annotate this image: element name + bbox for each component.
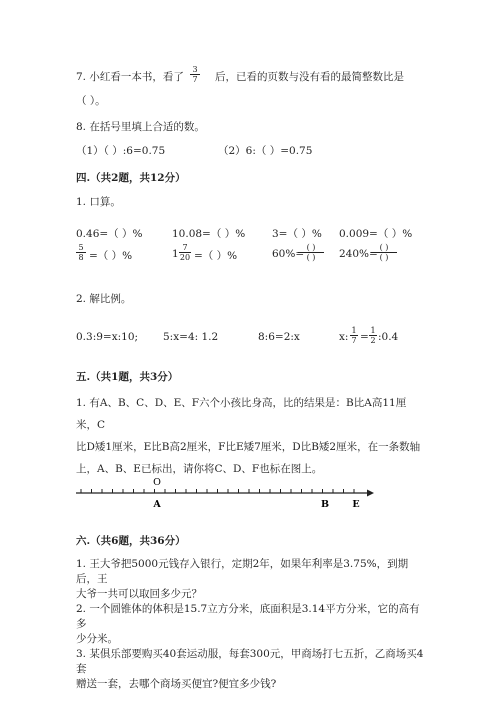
calc-r2c2-whole: 1: [172, 248, 179, 260]
q7-fraction: $\frac{3}{7}$: [190, 65, 200, 84]
problem-line: 2. 一个圆锥体的体积是15.7立方分米，底面积是3.14平方分米，它的高有多: [76, 603, 420, 630]
proportion-2: 5:x=4: 1.2: [163, 331, 219, 343]
point-b-label: B: [320, 499, 330, 510]
calc-r2c1-tail: =（ ）%: [89, 250, 133, 262]
calc-r2c3-head: 60%=: [272, 248, 305, 260]
point-a-label: A: [153, 499, 161, 510]
q8-text: 8. 在括号里填上合适的数。: [76, 121, 205, 133]
proportion-4-frac2: $\frac{1}{2}$: [370, 326, 376, 345]
height-problem: 1. 有A、B、C、D、E、F六个小孩比身高，比的结果是：B比A高11厘米，C 比D矮1厘米，E比B高2厘米，F比E矮7厘米，D比B矮2厘米，在一条数轴 上，A、B、E已标出，请你将C、D、F也标在图上。: [76, 397, 421, 475]
calc-r2c2-tail: =（ ）%: [194, 250, 238, 262]
proportion-4-eq: =: [360, 331, 369, 343]
word-problems: [76, 557, 426, 692]
proportion-title: 2. 解比例。: [76, 293, 132, 305]
proportion-4-frac1: $\frac{1}{7}$: [351, 326, 357, 345]
q8-part1: （1）（ ）:6=0.75: [76, 145, 166, 157]
calc-r1c1: 0.46=（ ）%: [76, 228, 143, 240]
proportion-3: 8:6=2:x: [258, 331, 300, 343]
origin-label: O: [153, 477, 161, 488]
point-e-label: E: [352, 499, 360, 510]
section-4-heading: 四.（共2题，共12分）: [76, 172, 186, 184]
calc-r2c4-head: 240%=: [339, 248, 378, 260]
calc-r2c4-fraction: ( ) ( ): [371, 243, 397, 262]
calc-r1c3: 3=（ ）%: [272, 228, 322, 240]
q8-part2: （2）6:（ ）=0.75: [218, 145, 313, 157]
number-line: [0, 470, 500, 515]
oral-calc-title: 1. 口算。: [76, 196, 121, 208]
problem-line: 3. 某俱乐部要购买40套运动服，每套300元，甲商场打七五折，乙商场买4套: [76, 648, 424, 675]
calc-r2c3-fraction: ( ) ( ): [298, 243, 324, 262]
problem-line: 赠送一套，去哪个商场买便宜?便宜多少钱?: [76, 678, 277, 690]
problem-line: 1. 王大爷把5000元钱存入银行，定期2年，如果年利率是3.75%，到期后，王: [76, 558, 409, 585]
calc-r1c2: 10.08=（ ）%: [172, 228, 246, 240]
proportion-4a: x:: [339, 331, 349, 343]
q7-text: 7. 小红看一本书，看了: [76, 71, 184, 83]
q7-text-after: 后，已看的页数与没有看的最简整数比是: [215, 71, 404, 83]
calc-r1c4: 0.009=（ ）%: [339, 228, 413, 240]
section-5-heading: 五.（共1题，共3分）: [76, 371, 179, 383]
calc-r2c1-fraction: $\frac{5}{8}$: [76, 243, 86, 262]
problem-line: 少分米。: [76, 633, 118, 645]
number-line-arrow: [367, 490, 374, 497]
proportion-4b: :0.4: [378, 331, 399, 343]
calc-r2c2-fraction: $\frac{7}{20}$: [179, 243, 191, 262]
section-6-heading: 六.（共6题，共36分）: [76, 535, 186, 547]
proportion-1: 0.3:9=x:10;: [76, 331, 139, 343]
q7-blank: （ ）。: [76, 95, 106, 107]
problem-line: 大爷一共可以取回多少元？: [76, 588, 202, 600]
